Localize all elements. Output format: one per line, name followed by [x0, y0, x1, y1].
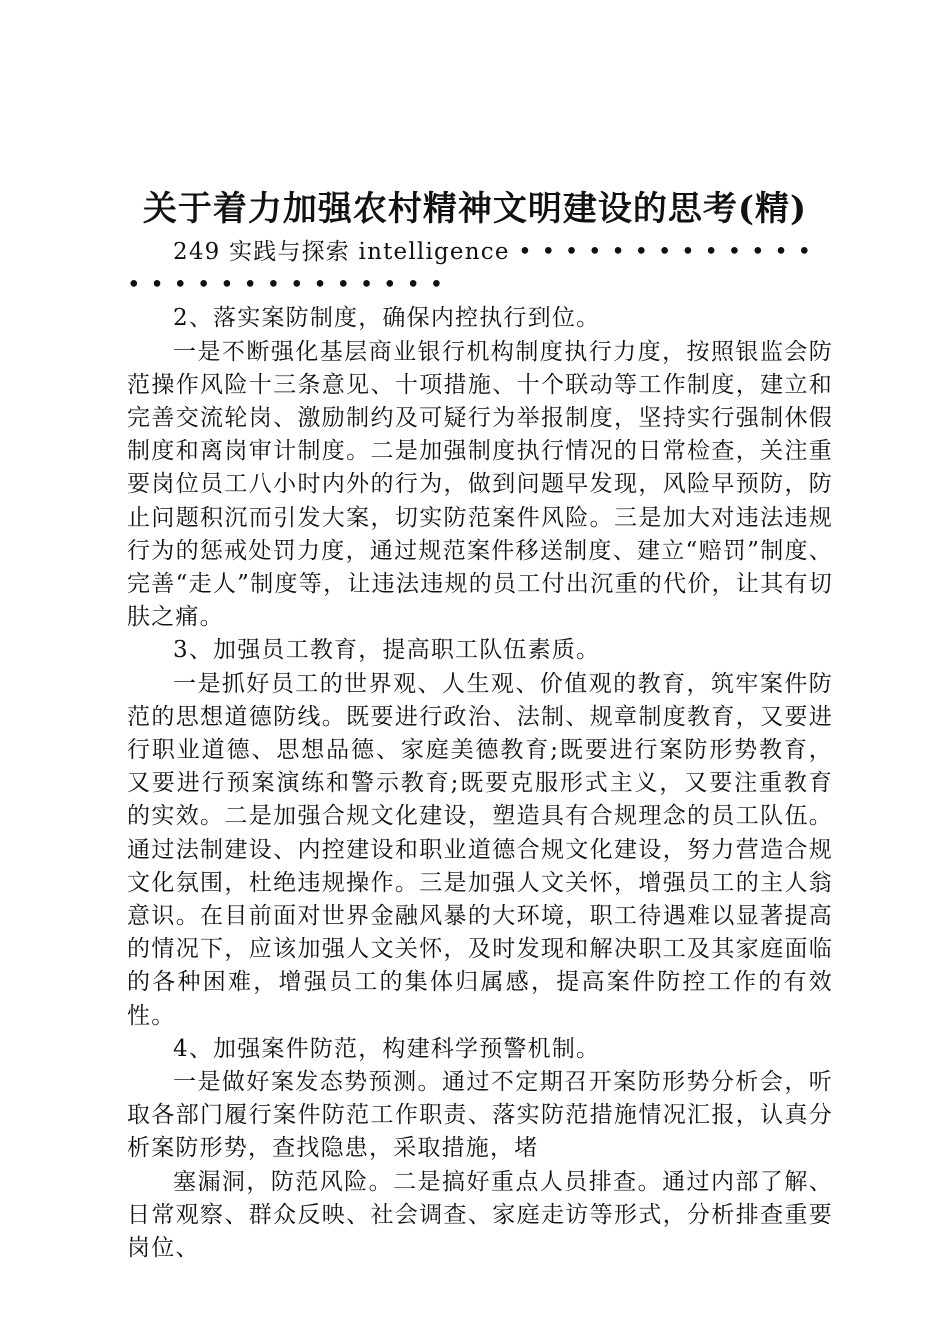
body-paragraph: 一是抓好员工的世界观、人生观、价值观的教育，筑牢案件防范的思想道德防线。既要进行政治、法制、规章制度教育，又要进行职业道德、思想品德、家庭美德教育;既要进行案防形势教育，又要进行预案演练和警示教育;既要克服形式主义，又要注重教育的实效。二是加强合规文化建设，塑造具有合规理念的员工队伍。通过法制建设、内控建设和职业道德合规文化建设，努力营造合规文化氛围，杜绝违规操作。三是加强人文关怀，增强员工的主人翁意识。在目前面对世界金融风暴的大环境，职工待遇难以显著提高的情况下，应该加强人文关怀，及时发现和解决职工及其家庭面临的各种困难，增强员工的集体归属感，提高案件防控工作的有效性。 [127, 670, 833, 1029]
document-body [127, 236, 833, 1265]
body-paragraph: 一是做好案发态势预测。通过不定期召开案防形势分析会，听取各部门履行案件防范工作职责、落实防范措施情况汇报，认真分析案防形势，查找隐患，采取措施，堵 [127, 1069, 833, 1162]
section-heading: 2、落实案防制度，确保内控执行到位。 [173, 305, 601, 332]
subtitle-line: 249 实践与探索 intelligence • • • • • • • • • • • • • [173, 239, 813, 265]
section-heading: 3、加强员工教育，提高职工队伍素质。 [173, 637, 601, 664]
document-title: 关于着力加强农村精神文明建设的思考(精) [142, 189, 808, 229]
body-paragraph: 塞漏洞，防范风险。二是搞好重点人员排查。通过内部了解、日常观察、群众反映、社会调查、家庭走访等形式，分析排查重要岗位、 [127, 1168, 833, 1262]
subtitle-line: • • • • • • • • • • • • • • [127, 272, 445, 299]
section-heading: 4、加强案件防范，构建科学预警机制。 [173, 1035, 601, 1062]
body-paragraph: 一是不断强化基层商业银行机构制度执行力度，按照银监会防范操作风险十三条意见、十项措施、十个联动等工作制度，建立和完善交流轮岗、激励制约及可疑行为举报制度，坚持实行强制休假制度和离岗审计制度。二是加强制度执行情况的日常检查，关注重要岗位员工八小时内外的行为，做到问题早发现，风险早预防，防止问题积沉而引发大案，切实防范案件风险。三是加大对违法违规行为的惩戒处罚力度，通过规范案件移送制度、建立“赔罚”制度、完善“走人”制度等，让违法违规的员工付出沉重的代价，让其有切肤之痛。 [127, 338, 833, 631]
